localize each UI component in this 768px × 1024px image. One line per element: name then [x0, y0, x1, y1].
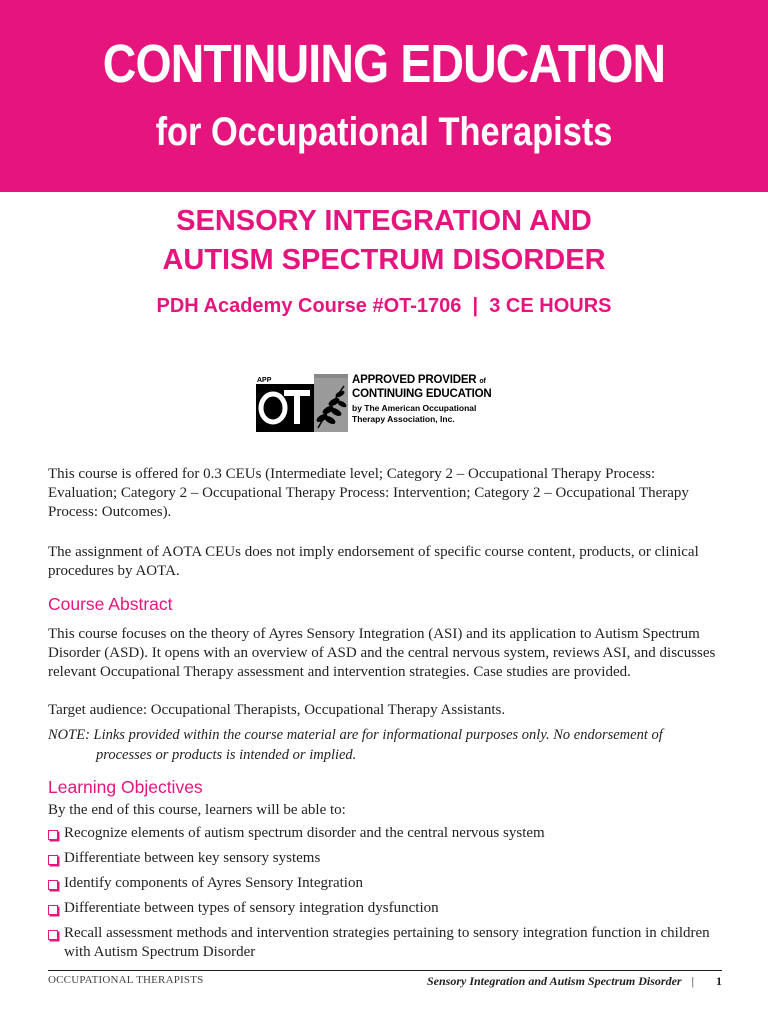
links-note	[48, 725, 728, 765]
logo-line1: APPROVED PROVIDER of	[352, 374, 486, 386]
checkbox-bullet-icon	[48, 930, 58, 940]
header-banner	[0, 0, 768, 192]
checkbox-bullet-icon	[48, 905, 58, 915]
banner-subtitle: for Occupational Therapists	[155, 110, 613, 154]
objective-item: Identify components of Ayres Sensory Integration	[48, 874, 728, 893]
logo-line4: Therapy Association, Inc.	[352, 414, 455, 424]
banner-title: CONTINUING EDUCATION	[102, 34, 666, 94]
course-title-line2: AUTISM SPECTRUM DISORDER	[162, 244, 606, 276]
course-title-line1: SENSORY INTEGRATION AND	[176, 205, 592, 237]
footer-title-text: Sensory Integration and Autism Spectrum Disorder	[426, 974, 682, 988]
objectives-list	[48, 824, 728, 968]
logo-line3: by The American Occupational	[352, 403, 477, 413]
objectives-intro: By the end of this course, learners will be able to:	[48, 802, 346, 818]
page-footer	[48, 970, 722, 990]
checkbox-bullet-icon	[48, 855, 58, 865]
aota-disclaimer: The assignment of AOTA CEUs does not imply endorsement of specific course content, products, or clinical procedures by AOTA.	[48, 544, 699, 579]
checkbox-bullet-icon	[48, 880, 58, 890]
aota-ot-leaf-logo-icon	[256, 374, 348, 432]
learning-objectives-heading: Learning Objectives	[48, 777, 203, 797]
aota-approved-provider-logo	[256, 374, 516, 432]
objective-item: Differentiate between key sensory systems	[48, 849, 728, 868]
logo-text	[352, 374, 522, 425]
course-title	[0, 202, 768, 280]
course-meta: PDH Academy Course #OT-1706 | 3 CE HOURS	[156, 295, 612, 317]
objective-item: Recall assessment methods and intervention strategies pertaining to sensory integration function in children with Autism Spectrum Disorder	[48, 924, 728, 962]
target-audience: Target audience: Occupational Therapists, Occupational Therapy Assistants.	[48, 702, 506, 718]
links-note-line1: NOTE: Links provided within the course material are for informational purposes only. No endorsement of	[48, 727, 663, 743]
course-abstract-heading: Course Abstract	[48, 594, 173, 614]
objective-item: Differentiate between types of sensory integration dysfunction	[48, 899, 728, 918]
links-note-line2: processes or products is intended or implied.	[96, 747, 357, 763]
objective-item: Recognize elements of autism spectrum disorder and the central nervous system	[48, 824, 728, 843]
page-number: 1	[716, 974, 722, 988]
checkbox-bullet-icon	[48, 830, 58, 840]
footer-section-label: OCCUPATIONAL THERAPISTS	[48, 974, 204, 986]
logo-app-label: APP	[257, 377, 272, 384]
logo-line2: CONTINUING EDUCATION	[352, 388, 492, 400]
ceu-paragraph: This course is offered for 0.3 CEUs (Intermediate level; Category 2 – Occupational Therapy Process: Evaluation; Category 2 – Occupational Therapy Process: Intervention; Category 2 – Occupational Therapy Process: Outcomes).	[48, 466, 689, 520]
footer-course-title	[427, 974, 722, 989]
course-abstract-text: This course focuses on the theory of Ayres Sensory Integration (ASI) and its application to Autism Spectrum Disorder (ASD). It opens with an overview of ASD and the central nervous system, reviews ASI, and discusses relevant Occupational Therapy assessment and intervention strategies. Case studies are provided.	[48, 626, 716, 680]
footer-separator: |	[691, 974, 694, 988]
